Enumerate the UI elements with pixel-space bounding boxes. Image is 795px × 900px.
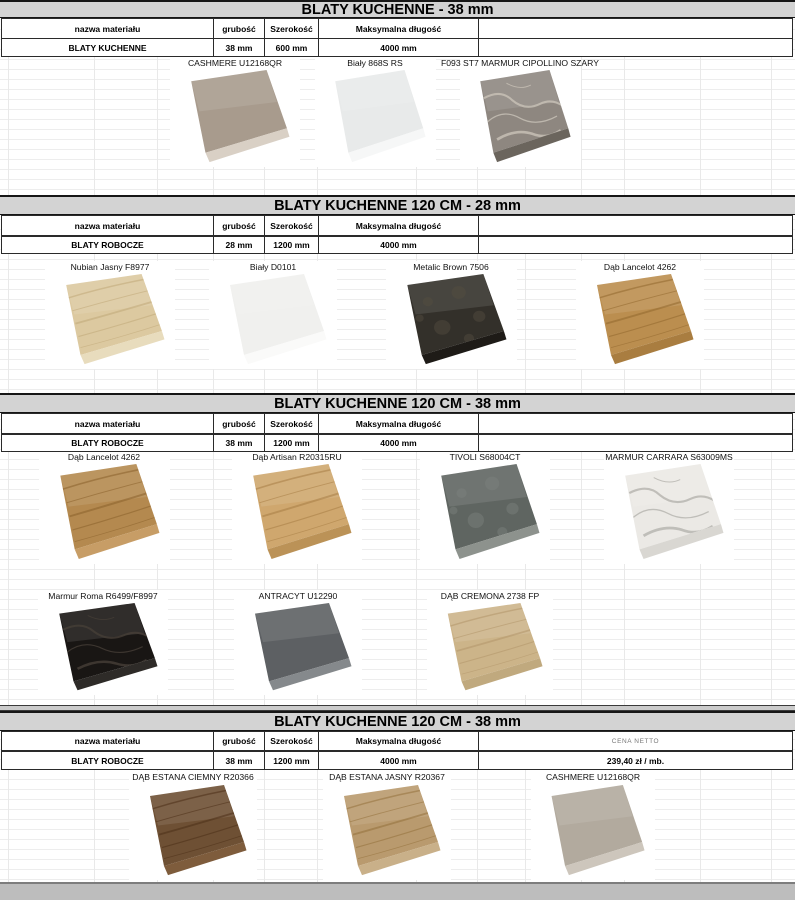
product-label: Nubian Jasny F8977 bbox=[70, 262, 150, 272]
col-header-maks-dlugosc: Maksymalna długość bbox=[319, 216, 479, 235]
product-label: ANTRACYT U12290 bbox=[258, 591, 338, 601]
product-sample bbox=[493, 772, 693, 877]
table-data-row-2 bbox=[1, 236, 793, 254]
col-header-empty bbox=[479, 216, 792, 235]
product-sample bbox=[569, 452, 769, 561]
col-header-grubosc: grubość bbox=[214, 732, 265, 750]
col-header-grubosc: grubość bbox=[214, 414, 265, 433]
section-title-1: BLATY KUCHENNE - 38 mm bbox=[0, 0, 795, 18]
section-title-3: BLATY KUCHENNE 120 CM - 38 mm bbox=[0, 393, 795, 413]
product-sample bbox=[173, 262, 373, 366]
product-swatch-image bbox=[613, 464, 725, 561]
col-header-szerokosc: Szerokość bbox=[265, 414, 319, 433]
product-sample bbox=[197, 452, 397, 561]
product-label: MARMUR CARRARA S63009MS bbox=[605, 452, 733, 462]
cell-nazwa: BLATY ROBOCZE bbox=[2, 237, 214, 253]
product-swatch-image bbox=[429, 464, 541, 561]
col-header-grubosc: grubość bbox=[214, 216, 265, 235]
col-header-maks-dlugosc: Maksymalna długość bbox=[319, 414, 479, 433]
cell-nazwa: BLATY ROBOCZE bbox=[2, 435, 214, 451]
product-swatch-image bbox=[436, 603, 544, 692]
col-header-cena-netto: CENA NETTO bbox=[479, 732, 792, 750]
col-header-nazwa-materialu: nazwa materiału bbox=[2, 19, 214, 38]
product-sample bbox=[385, 452, 585, 561]
footer-gray-band bbox=[0, 882, 795, 900]
cell-nazwa: BLATY ROBOCZE bbox=[2, 752, 214, 769]
cell-grubosc: 38 mm bbox=[214, 39, 265, 56]
product-sample bbox=[3, 591, 203, 692]
section-title-2: BLATY KUCHENNE 120 CM - 28 mm bbox=[0, 195, 795, 215]
product-label: Biały 868S RS bbox=[347, 58, 403, 68]
table-data-row-3 bbox=[1, 434, 793, 452]
cell-maks-dlugosc: 4000 mm bbox=[319, 435, 479, 451]
product-sample bbox=[287, 772, 487, 877]
product-label: Marmur Roma R6499/F8997 bbox=[48, 591, 158, 601]
product-swatch-image bbox=[47, 603, 159, 692]
product-label: Metalic Brown 7506 bbox=[413, 262, 489, 272]
product-swatch-image bbox=[395, 274, 508, 366]
product-sample bbox=[4, 452, 204, 561]
col-header-nazwa-materialu: nazwa materiału bbox=[2, 732, 214, 750]
product-swatch-image bbox=[54, 274, 166, 366]
cell-maks-dlugosc: 4000 mm bbox=[319, 237, 479, 253]
product-label: F093 ST7 MARMUR CIPOLLINO SZARY bbox=[441, 58, 599, 68]
product-sample bbox=[93, 772, 293, 877]
product-swatch-image bbox=[585, 274, 695, 366]
table-header-row-3 bbox=[1, 413, 793, 434]
product-label: TIVOLI S68004CT bbox=[449, 452, 521, 462]
section-title-4: BLATY KUCHENNE 120 CM - 38 mm bbox=[0, 711, 795, 731]
col-header-nazwa-materialu: nazwa materiału bbox=[2, 414, 214, 433]
col-header-szerokosc: Szerokość bbox=[265, 19, 319, 38]
product-sample bbox=[540, 262, 740, 366]
col-header-empty bbox=[479, 19, 792, 38]
col-header-maks-dlugosc: Maksymalna długość bbox=[319, 19, 479, 38]
product-swatch-image bbox=[48, 464, 161, 561]
cell-grubosc: 38 mm bbox=[214, 435, 265, 451]
cell-szerokosc: 1200 mm bbox=[265, 237, 319, 253]
cell-nazwa: BLATY KUCHENNE bbox=[2, 39, 214, 56]
product-swatch-image bbox=[469, 70, 572, 164]
product-label: CASHMERE U12168QR bbox=[545, 772, 641, 782]
col-header-szerokosc: Szerokość bbox=[265, 732, 319, 750]
col-header-grubosc: grubość bbox=[214, 19, 265, 38]
table-data-row-1 bbox=[1, 38, 793, 57]
product-swatch-image bbox=[243, 603, 353, 692]
product-label: DĄB CREMONA 2738 FP bbox=[440, 591, 540, 601]
col-header-maks-dlugosc: Maksymalna długość bbox=[319, 732, 479, 750]
cell-empty bbox=[479, 39, 792, 56]
product-label: DĄB ESTANA JASNY R20367 bbox=[329, 772, 445, 782]
cell-szerokosc: 1200 mm bbox=[265, 435, 319, 451]
cell-grubosc: 28 mm bbox=[214, 237, 265, 253]
product-sample bbox=[351, 262, 551, 366]
table-header-row-1 bbox=[1, 18, 793, 39]
product-label: Dąb Lancelot 4262 bbox=[603, 262, 677, 272]
product-sample bbox=[198, 591, 398, 692]
cell-empty bbox=[479, 435, 792, 451]
table-data-row-4 bbox=[1, 751, 793, 770]
product-swatch-image bbox=[332, 785, 442, 877]
cell-maks-dlugosc: 4000 mm bbox=[319, 39, 479, 56]
col-header-nazwa-materialu: nazwa materiału bbox=[2, 216, 214, 235]
table-header-row-2 bbox=[1, 215, 793, 236]
product-sample bbox=[390, 591, 590, 692]
col-header-szerokosc: Szerokość bbox=[265, 216, 319, 235]
cell-empty bbox=[479, 237, 792, 253]
product-swatch-image bbox=[540, 785, 646, 877]
product-label: Biały D0101 bbox=[249, 262, 297, 272]
product-label: Dąb Artisan R20315RU bbox=[252, 452, 342, 462]
col-header-empty bbox=[479, 414, 792, 433]
product-label: CASHMERE U12168QR bbox=[187, 58, 283, 68]
product-swatch-image bbox=[138, 785, 248, 877]
table-header-row-4 bbox=[1, 731, 793, 751]
cell-grubosc: 38 mm bbox=[214, 752, 265, 769]
cell-szerokosc: 600 mm bbox=[265, 39, 319, 56]
cell-maks-dlugosc: 4000 mm bbox=[319, 752, 479, 769]
product-swatch-image bbox=[324, 70, 427, 164]
cell-cena-netto: 239,40 zł / mb. bbox=[479, 752, 792, 769]
cell-szerokosc: 1200 mm bbox=[265, 752, 319, 769]
product-label: DĄB ESTANA CIEMNY R20366 bbox=[132, 772, 254, 782]
product-sample bbox=[420, 58, 620, 164]
product-swatch-image bbox=[218, 274, 328, 366]
product-swatch-image bbox=[241, 464, 353, 561]
product-label: Dąb Lancelot 4262 bbox=[67, 452, 141, 462]
